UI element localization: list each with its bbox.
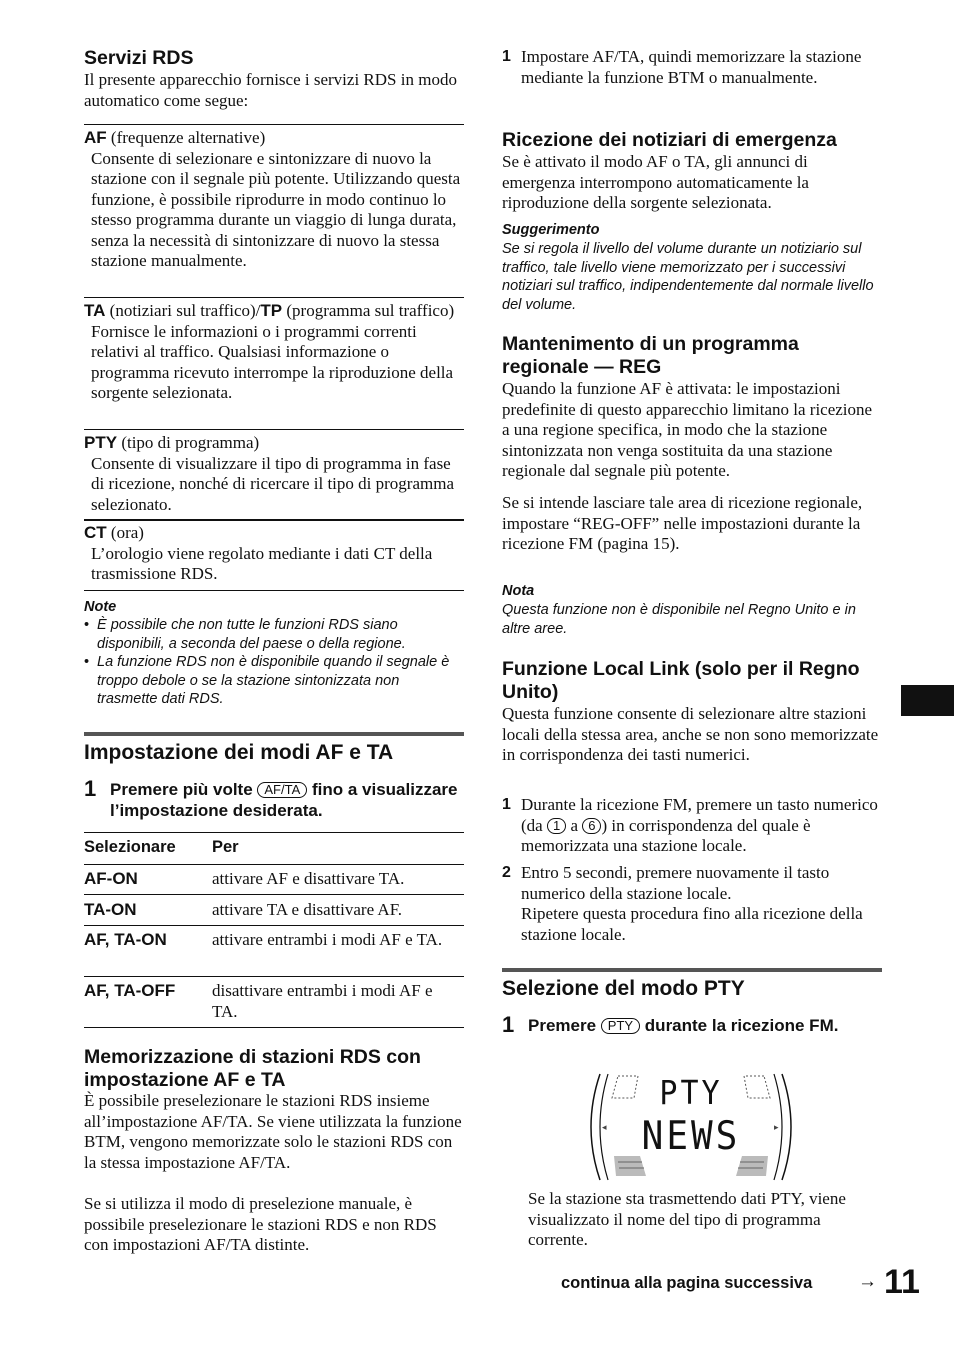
divider — [84, 519, 464, 521]
af-paren: (frequenze alternative) — [106, 128, 266, 147]
divider — [84, 590, 464, 591]
ct-term: CT — [84, 523, 107, 542]
step-number: 1 — [502, 48, 511, 65]
af-entry — [84, 128, 464, 272]
table-rule — [84, 864, 464, 865]
table-cell-select: AF-ON — [84, 869, 138, 888]
section-bar — [502, 968, 882, 972]
tp-paren: (programma sul traffico) — [282, 301, 455, 320]
svg-text:▸: ▸ — [774, 1123, 779, 1133]
step-number: 1 — [502, 1012, 515, 1037]
ct-paren: (ora) — [106, 523, 144, 542]
local-link-text: Questa funzione consente di selezionare altre stazioni locali della stessa area, anche se non sono memorizzate in corrispondenza dei tasti numerici. — [502, 704, 879, 764]
emergency-text: Se è attivato il modo AF o TA, gli annunci di emergenza interrompono automaticamente la riproduzione della sorgente selezionata. — [502, 152, 809, 212]
nota-text: Questa funzione non è disponibile nel Regno Unito e in altre aree. — [502, 602, 856, 637]
divider — [84, 297, 464, 298]
continue-text: continua alla pagina successiva — [561, 1274, 813, 1292]
emergency-title: Ricezione dei notiziari di emergenza — [502, 129, 837, 151]
tip-title: Suggerimento — [502, 222, 600, 238]
ct-entry — [84, 523, 464, 585]
mem-rds-p1: È possibile preselezionare le stazioni RDS insieme all’impostazione AF/TA. Se viene utilizzata la funzione BTM, vengono memorizzate solo le stazioni RDS con la stessa impostazione AF/TA. — [84, 1091, 462, 1172]
tip-text: Se si regola il livello del volume durante un notiziario sul traffico, tale livello viene memorizzato per i successivi notiziari sul traffico, indipendentemente dal normale livello del volume. — [502, 241, 874, 313]
step-text-c: ) in corrispondenza del quale è memorizzata una stazione locale. — [521, 815, 811, 855]
af-ta-button: AF/TA — [257, 782, 307, 798]
note-item — [84, 616, 454, 653]
step-text-mid: a — [566, 815, 583, 835]
continued-step — [502, 47, 882, 88]
af-desc: Consente di selezionare e sintonizzare di nuovo la stazione con il segnale più potente. Utilizzando questa funzione, è possibile riprodurre in modo continuo lo stesso programma durante un viaggio di lunga durata, senza la necessità di sintonizzare di nuovo la stessa stazione manualmente. — [91, 148, 461, 270]
table-header-select: Selezionare — [84, 838, 176, 856]
table-cell-per: attivare TA e disattivare AF. — [212, 900, 403, 919]
preset-1-button: 1 — [547, 818, 566, 834]
step-text-line1: Entro 5 secondi, premere nuovamente il tasto numerico della stazione locale. — [521, 863, 830, 903]
arrow-right-icon: → — [858, 1271, 877, 1292]
step-text: Premere — [528, 1016, 601, 1035]
reg-p2: Se si intende lasciare tale area di ricezione regionale, impostare “REG-OFF” nelle impostazioni durante la ricezione FM (pagina 15). — [502, 493, 863, 553]
pty-desc: Consente di visualizzare il tipo di programma in fase di ricezione, nonché di ricercare il tipo di programma selezionato. — [91, 453, 454, 514]
note-text: La funzione RDS non è disponibile quando il segnale è troppo debole o se la stazione sintonizzata non trasmette dati RDS. — [97, 654, 450, 707]
table-rule — [84, 894, 464, 895]
divider — [84, 124, 464, 125]
table-header-per: Per — [212, 838, 239, 856]
reg-p1: Quando la funzione AF è attivata: le impostazioni predefinite di questo apparecchio limitano la ricezione a una regione specifica, in modo che la stazione sintonizzata non venga sostituita da una stazione regionale dal segnale più potente. — [502, 379, 873, 480]
local-step-2 — [502, 863, 882, 945]
step-number: 1 — [502, 796, 511, 813]
svg-text:◂: ◂ — [602, 1123, 607, 1133]
step-text — [521, 863, 882, 945]
section-bar — [84, 732, 464, 736]
page-number: 11 — [884, 1263, 920, 1301]
local-link-title: Funzione Local Link (solo per il Regno Unito) — [502, 658, 860, 703]
lcd-line-1: PTY — [659, 1074, 723, 1113]
tp-term: TP — [260, 301, 283, 320]
pty-entry — [84, 433, 464, 515]
ta-paren: (notiziari sul traffico)/ — [105, 301, 261, 320]
rds-services-title: Servizi RDS — [84, 47, 194, 69]
step-text: Impostare AF/TA, quindi memorizzare la stazione mediante la funzione BTM o manualmente. — [521, 47, 862, 87]
step-text-line2: Ripetere questa procedura fino alla ricezione della stazione locale. — [521, 904, 863, 944]
pty-button: PTY — [601, 1018, 640, 1034]
pty-section-title: Selezione del modo PTY — [502, 977, 745, 1000]
reg-title: Mantenimento di un programma regionale — REG — [502, 333, 799, 378]
lcd-display — [578, 1072, 804, 1182]
table-cell-select: AF, TA-ON — [84, 930, 167, 949]
table-top-rule — [84, 832, 464, 833]
mem-rds-p2: Se si utilizza il modo di preselezione manuale, è possibile preselezionare le stazioni RDS e non RDS con impostazioni AF/TA distinte. — [84, 1194, 437, 1254]
table-cell-select: AF, TA-OFF — [84, 981, 176, 1000]
ta-term: TA — [84, 301, 106, 320]
table-cell-select: TA-ON — [84, 900, 137, 919]
af-term: AF — [84, 128, 107, 147]
nota-title: Nota — [502, 583, 535, 599]
step-number: 2 — [502, 864, 511, 881]
ta-entry — [84, 301, 464, 404]
side-tab-marker — [901, 685, 954, 716]
table-cell-per: attivare entrambi i modi AF e TA. — [212, 930, 443, 949]
ct-desc: L’orologio viene regolato mediante i dati CT della trasmissione RDS. — [91, 543, 433, 583]
lcd-line-2: NEWS — [641, 1113, 741, 1160]
divider — [84, 429, 464, 430]
step-text: Premere più volte — [110, 780, 258, 799]
table-rule — [84, 976, 464, 977]
pty-after-text: Se la stazione sta trasmettendo dati PTY, viene visualizzato il nome del tipo di programma corrente. — [528, 1189, 846, 1249]
mem-rds-title: Memorizzazione di stazioni RDS con impostazione AF e TA — [84, 1046, 421, 1091]
pty-paren: (tipo di programma) — [117, 433, 260, 452]
af-ta-step — [110, 779, 466, 821]
rds-intro: Il presente apparecchio fornisce i servizi RDS in modo automatico come segue: — [84, 70, 457, 110]
step-number: 1 — [84, 776, 97, 801]
local-step-1 — [502, 795, 882, 857]
bullet: • — [84, 617, 90, 633]
step-text: durante la ricezione FM. — [640, 1016, 839, 1035]
table-rule — [84, 925, 464, 926]
note-text: È possibile che non tutte le funzioni RDS siano disponibili, a seconda del paese o della regione. — [97, 617, 406, 652]
table-cell-per: attivare AF e disattivare TA. — [212, 869, 405, 888]
ta-desc: Fornisce le informazioni o i programmi correnti relativi al traffico. Qualsiasi informazione o programma ricevuto interrompe la riproduzione della sorgente selezionata. — [91, 321, 454, 402]
preset-6-button: 6 — [582, 818, 601, 834]
step-text-a: Durante la ricezione FM, premere un tasto numerico (da — [521, 795, 878, 835]
pty-term: PTY — [84, 433, 118, 452]
af-ta-section-title: Impostazione dei modi AF e TA — [84, 741, 394, 764]
step-text: fino a visualizzare l’impostazione desiderata. — [110, 780, 458, 820]
table-cell-per: disattivare entrambi i modi AF e TA. — [212, 981, 433, 1021]
pty-step — [528, 1015, 868, 1036]
note-item — [84, 653, 454, 709]
step-text — [521, 795, 882, 857]
table-bottom-rule — [84, 1027, 464, 1028]
note-title: Note — [84, 599, 117, 615]
notes-list — [84, 616, 454, 709]
bullet: • — [84, 654, 90, 670]
